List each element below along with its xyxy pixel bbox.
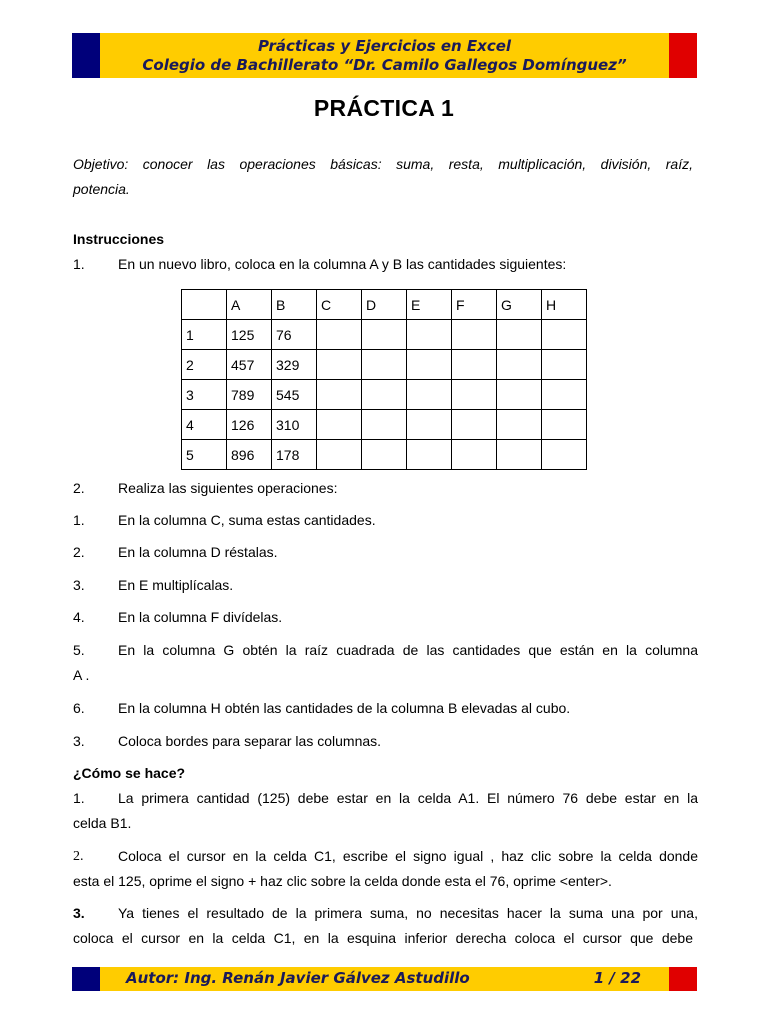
table-cell: 896 xyxy=(227,440,272,470)
header-blue-block xyxy=(72,33,100,78)
table-cell: 545 xyxy=(272,380,317,410)
operation-number: 6. xyxy=(73,700,85,716)
table-cell xyxy=(497,350,542,380)
table-cell: 126 xyxy=(227,410,272,440)
table-cell xyxy=(407,350,452,380)
table-header-cell: F xyxy=(452,290,497,320)
table-cell xyxy=(452,380,497,410)
operation-number: 1. xyxy=(73,512,85,528)
table-cell: 125 xyxy=(227,320,272,350)
howto-text: La primera cantidad (125) debe estar en la celda A1. El número 76 debe estar en la xyxy=(118,790,698,806)
table-cell: 5 xyxy=(182,440,227,470)
table-cell xyxy=(317,320,362,350)
table-cell xyxy=(542,350,587,380)
table-cell xyxy=(542,440,587,470)
operation-number: 5. xyxy=(73,642,85,658)
howto-number: 2. xyxy=(73,849,84,864)
table-cell xyxy=(317,350,362,380)
howto-text: Ya tienes el resultado de la primera suma, no necesitas hacer la suma una por una, xyxy=(118,905,698,921)
step-1-number: 1. xyxy=(73,256,85,272)
table-cell xyxy=(452,350,497,380)
header-band xyxy=(72,33,697,78)
table-cell xyxy=(497,440,542,470)
table-cell xyxy=(362,410,407,440)
table-cell: 76 xyxy=(272,320,317,350)
objective-line-1: Objetivo: conocer las operaciones básicas: suma, resta, multiplicación, división, raíz, xyxy=(73,156,693,172)
header-red-block xyxy=(669,33,697,78)
table-cell xyxy=(407,410,452,440)
table-cell xyxy=(317,440,362,470)
table-cell xyxy=(497,320,542,350)
table-cell xyxy=(542,380,587,410)
table-cell xyxy=(362,380,407,410)
table-cell xyxy=(497,380,542,410)
table-cell: 178 xyxy=(272,440,317,470)
howto-heading: ¿Cómo se hace? xyxy=(73,765,186,781)
table-cell: 310 xyxy=(272,410,317,440)
table-cell xyxy=(407,320,452,350)
table-row xyxy=(182,320,587,350)
table-cell: 4 xyxy=(182,410,227,440)
table-cell xyxy=(317,380,362,410)
operation-text: En la columna G obtén la raíz cuadrada de las cantidades que están en la columna xyxy=(118,642,698,658)
footer-author: Autor: Ing. Renán Javier Gálvez Astudillo xyxy=(126,969,470,987)
table-cell xyxy=(317,410,362,440)
instructions-heading: Instrucciones xyxy=(73,231,165,247)
table-cell xyxy=(497,410,542,440)
howto-text: Coloca el cursor en la celda C1, escribe el signo igual , haz clic sobre la celda donde xyxy=(118,848,698,864)
table-row xyxy=(182,380,587,410)
operation-number: 3. xyxy=(73,577,85,593)
operation-text: En la columna C, suma estas cantidades. xyxy=(118,512,376,528)
operation-number: 3. xyxy=(73,733,85,749)
header-line-2: Colegio de Bachillerato “Dr. Camilo Gallegos Domínguez” xyxy=(142,55,627,74)
step-2-text: Realiza las siguientes operaciones: xyxy=(118,480,338,496)
table-cell xyxy=(362,320,407,350)
table-header-cell: D xyxy=(362,290,407,320)
table-header-cell: A xyxy=(227,290,272,320)
footer-text-block xyxy=(100,967,669,991)
howto-continuation: coloca el cursor en la celda C1, en la esquina inferior derecha coloca el cursor que debe xyxy=(73,930,693,946)
table-cell xyxy=(452,410,497,440)
table-header-cell: C xyxy=(317,290,362,320)
table-cell: 789 xyxy=(227,380,272,410)
header-title-block xyxy=(100,33,669,78)
table-cell xyxy=(407,440,452,470)
table-cell: 1 xyxy=(182,320,227,350)
footer-page-number: 1 / 22 xyxy=(593,969,641,987)
table-cell xyxy=(362,440,407,470)
page-title: PRÁCTICA 1 xyxy=(313,95,455,121)
howto-number: 1. xyxy=(73,790,85,806)
table-cell xyxy=(452,320,497,350)
operation-text: En la columna H obtén las cantidades de la columna B elevadas al cubo. xyxy=(118,700,571,716)
table-header-cell: G xyxy=(497,290,542,320)
howto-continuation: celda B1. xyxy=(73,815,132,831)
operation-text: En E multiplícalas. xyxy=(118,577,234,593)
data-table xyxy=(181,289,587,470)
table-cell xyxy=(542,320,587,350)
operation-text: En la columna D réstalas. xyxy=(118,544,278,560)
footer-band xyxy=(72,967,697,991)
table-cell xyxy=(407,380,452,410)
table-row xyxy=(182,350,587,380)
table-cell: 329 xyxy=(272,350,317,380)
table-header-cell: H xyxy=(542,290,587,320)
table-cell: 3 xyxy=(182,380,227,410)
table-cell: 457 xyxy=(227,350,272,380)
table-cell xyxy=(362,350,407,380)
operation-continuation: A . xyxy=(73,667,90,683)
table-cell xyxy=(542,410,587,440)
operation-number: 4. xyxy=(73,609,85,625)
operation-number: 2. xyxy=(73,544,85,560)
operation-text: Coloca bordes para separar las columnas. xyxy=(118,733,382,749)
step-1-text: En un nuevo libro, coloca en la columna A y B las cantidades siguientes: xyxy=(118,256,567,272)
howto-continuation: esta el 125, oprime el signo + haz clic sobre la celda donde esta el 76, oprime <enter>. xyxy=(73,873,612,889)
objective-line-2: potencia. xyxy=(73,181,130,197)
table-cell: 2 xyxy=(182,350,227,380)
step-2-number: 2. xyxy=(73,480,85,496)
table-header-cell: B xyxy=(272,290,317,320)
header-line-1: Prácticas y Ejercicios en Excel xyxy=(257,36,512,55)
table-header-cell xyxy=(182,290,227,320)
footer-red-block xyxy=(669,967,697,991)
table-row xyxy=(182,440,587,470)
table-header-row xyxy=(182,290,587,320)
footer-blue-block xyxy=(72,967,100,991)
operation-text: En la columna F divídelas. xyxy=(118,609,283,625)
table-row xyxy=(182,410,587,440)
howto-number: 3. xyxy=(73,905,85,921)
table-header-cell: E xyxy=(407,290,452,320)
table-cell xyxy=(452,440,497,470)
